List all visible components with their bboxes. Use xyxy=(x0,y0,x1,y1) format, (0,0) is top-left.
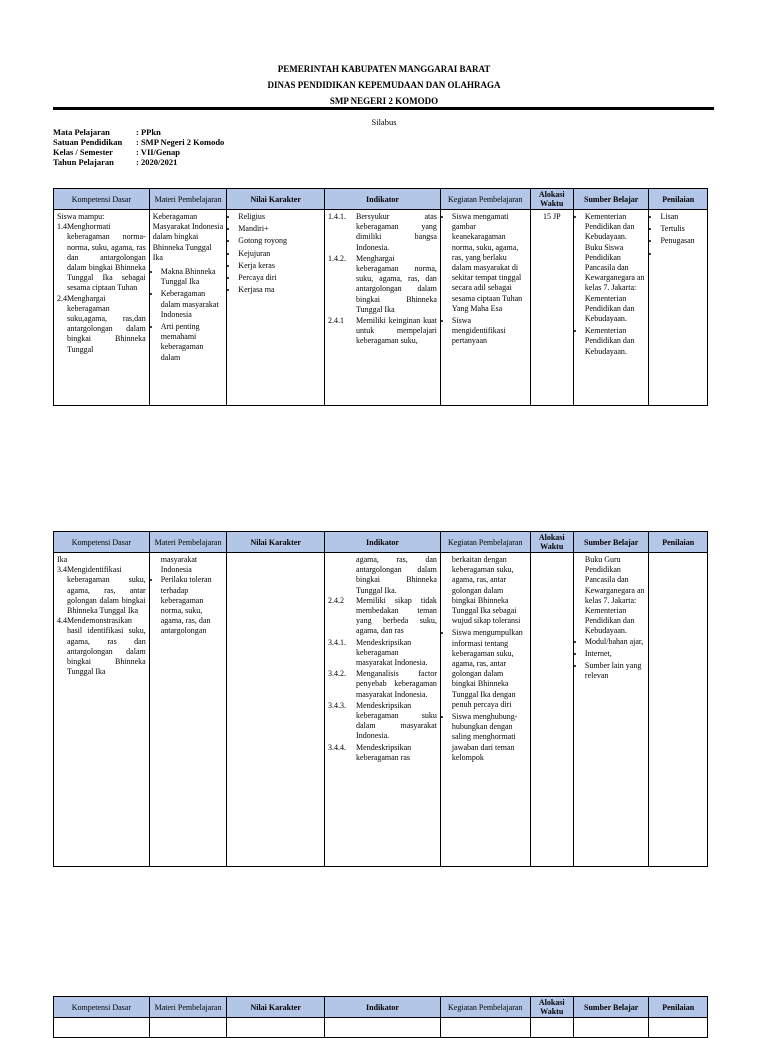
indikator-text: Menganalisis factor penyebab keberagaman masyarakat Indonesia. xyxy=(356,669,437,699)
materi-continuation: masyarakat Indonesia xyxy=(160,555,198,575)
info-row xyxy=(53,137,224,147)
col-indikator: Indikator xyxy=(325,532,441,553)
indikator-text: Mendeskripsikan keberagaman suku dalam masyarakat Indonesia. xyxy=(356,700,437,741)
kd-text: Menghargai keberagaman suku,agama, ras,dan antargolongan dalam bingkai Bhinneka Tunggal xyxy=(67,293,146,354)
col-penilaian: Penilaian xyxy=(649,532,708,553)
nilai-item: • Religius xyxy=(238,212,321,222)
indikator-text: Bersyukur atas keberagaman yang dimiliki bangsa Indonesia. xyxy=(356,212,437,252)
col-materi: Materi Pembelajaran xyxy=(149,189,227,210)
table-cell xyxy=(530,1018,573,1038)
col-sumber: Sumber Belajar xyxy=(573,532,649,553)
kegiatan-item: • Siswa mengidentifikasi pertanyaan xyxy=(452,316,527,347)
sumber-list xyxy=(577,212,646,357)
nilai-list xyxy=(230,212,321,295)
kd-item xyxy=(57,616,146,677)
sumber-item: • Internet, xyxy=(585,649,646,659)
kd-text: Mengidentifikasi keberagaman suku, agama, ras, antar golongan dalam bingkai Bhinneka Tunggal Ika xyxy=(67,565,146,616)
header-rule xyxy=(53,107,714,110)
penilaian-item: • Penugasan xyxy=(660,236,704,246)
table-cell xyxy=(149,1018,227,1038)
syllabus-table xyxy=(53,531,708,867)
materi-cell xyxy=(149,553,227,867)
table-header-row xyxy=(54,997,708,1018)
alokasi-cell xyxy=(530,553,573,867)
indikator-item xyxy=(328,254,437,315)
nilai-karakter-cell xyxy=(227,553,325,867)
sumber-continuation: Buku Guru Pendidikan Pancasila dan Kewarganegara an kelas 7. Jakarta: Kementerian Pendidikan dan Kebudayaan. xyxy=(584,555,645,636)
table-cell xyxy=(649,1018,708,1038)
indikator-item xyxy=(328,669,437,700)
col-kegiatan: Kegiatan Pembelajaran xyxy=(440,189,530,210)
info-label: Satuan Pendidikan xyxy=(53,137,123,147)
indikator-cell xyxy=(325,553,441,867)
kd-number: 3.4 xyxy=(57,565,67,575)
kd-number: 1.4 xyxy=(57,222,67,232)
col-nilai-karakter: Nilai Karakter xyxy=(227,997,325,1018)
penilaian-item: • Tertulis xyxy=(660,224,704,234)
kegiatan-item: • Siswa mengamati gambar keanekaragaman norma, suku, agama, ras, yang berlaku dalam masyarakat di sekitar tempat tinggal secara adil sebagai sesama ciptaan Tuhan Yang Maha Esa xyxy=(452,212,527,314)
kegiatan-list xyxy=(444,212,527,347)
table-cell xyxy=(54,1018,150,1038)
kegiatan-continuation: berkaitan dengan keberagaman suku, agama, ras, antar golongan dalam bingkai Bhinneka Tunggal Ika sebagai wujud sikap toleransi xyxy=(451,555,521,626)
indikator-number: 1.4.1. xyxy=(328,212,347,221)
col-kegiatan: Kegiatan Pembelajaran xyxy=(440,532,530,553)
syllabus-table-page-3 xyxy=(53,996,708,1038)
col-nilai-karakter: Nilai Karakter xyxy=(227,189,325,210)
col-materi: Materi Pembelajaran xyxy=(149,532,227,553)
info-value: : SMP Negeri 2 Komodo xyxy=(136,137,225,147)
kegiatan-item: • Siswa mengumpulkan informasi tentang keberagaman suku, agama, ras, antar golongan dalam bingkai Bhinneka Tunggal Ika dengan penuh percaya diri xyxy=(452,628,527,710)
col-materi: Materi Pembelajaran xyxy=(149,997,227,1018)
sumber-list xyxy=(577,637,646,682)
sumber-item: • Sumber lain yang relevan xyxy=(585,661,646,681)
header-line-1: PEMERINTAH KABUPATEN MANGGARAI BARAT xyxy=(277,64,491,74)
col-kegiatan: Kegiatan Pembelajaran xyxy=(440,997,530,1018)
indikator-text: Menghargai keberagaman norma, suku, agama, ras, dan antargolongan dalam bingkai Bhinneka Tunggal Ika xyxy=(356,253,437,314)
kd-number: 4.4 xyxy=(57,616,67,626)
kd-text: Mendemonstrasikan hasil identifikasi suku, agama, ras dan antargolongan dalam bingkai Bhinneka Tunggal Ika xyxy=(67,616,146,677)
kd-number: 2.4 xyxy=(57,293,67,303)
indikator-number: 3.4.2. xyxy=(328,669,347,679)
col-kompetensi-dasar: Kompetensi Dasar xyxy=(54,997,150,1018)
kegiatan-list xyxy=(444,628,527,763)
indikator-number: 2.4.1 xyxy=(328,316,345,326)
indikator-number: 3.4.1. xyxy=(328,637,347,647)
indikator-cell xyxy=(325,210,441,406)
kd-item xyxy=(57,222,146,293)
kd-text: Menghormati keberagaman norma-norma, suku, agama, ras dan antargolongan dalam bingkai Bhinneka Tunggal Ika sebagai sesama ciptaan Tuhan xyxy=(67,222,146,293)
col-penilaian: Penilaian xyxy=(649,189,708,210)
info-label: Kelas / Semester xyxy=(53,147,113,157)
col-penilaian: Penilaian xyxy=(649,997,708,1018)
nilai-item: • Kerjasa ma xyxy=(238,285,321,295)
kd-intro: Siswa mampu: xyxy=(57,212,105,221)
nilai-item: • Kerja keras xyxy=(238,261,321,271)
penilaian-cell xyxy=(649,553,708,867)
materi-item: • Arti penting memahami keberagaman dalam xyxy=(161,322,224,363)
indikator-number: 2.4.2 xyxy=(328,595,345,605)
penilaian-cell xyxy=(649,210,708,406)
nilai-karakter-cell xyxy=(227,210,325,406)
indikator-item xyxy=(328,316,437,347)
table-row xyxy=(54,553,708,867)
col-indikator: Indikator xyxy=(325,189,441,210)
materi-list xyxy=(153,267,224,363)
indikator-number: 1.4.2. xyxy=(328,253,347,263)
sumber-item: • Kementerian Pendidikan dan Kebudayaan. xyxy=(585,326,646,357)
table-header-row xyxy=(54,532,708,553)
table-cell xyxy=(227,1018,325,1038)
nilai-item: • Mandiri+ xyxy=(238,224,321,234)
syllabus-table xyxy=(53,188,708,406)
info-row xyxy=(53,147,224,157)
penilaian-item xyxy=(660,249,704,259)
header-line-2: DINAS PENDIDIKAN KEPEMUDAAN DAN OLAHRAGA xyxy=(267,80,501,90)
table-cell xyxy=(325,1018,441,1038)
col-indikator: Indikator xyxy=(325,997,441,1018)
syllabus-table-page-1 xyxy=(53,188,708,406)
penilaian-list xyxy=(652,212,704,259)
sumber-cell xyxy=(573,210,649,406)
info-label: Tahun Pelajaran xyxy=(53,157,114,167)
header-line-3: SMP NEGERI 2 KOMODO xyxy=(329,96,439,106)
indikator-item xyxy=(328,212,437,253)
indikator-text: Memiliki keinginan kuat untuk mempelajari keberagaman suku, xyxy=(356,316,437,346)
indikator-item xyxy=(328,638,437,669)
indikator-continuation: agama, ras, dan antargolongan dalam bingkai Bhinneka Tunggal Ika. xyxy=(356,555,437,595)
nilai-item: • Percaya diri xyxy=(238,273,321,283)
col-kompetensi-dasar: Kompetensi Dasar xyxy=(54,189,150,210)
materi-cell xyxy=(149,210,227,406)
materi-list xyxy=(153,575,224,636)
kegiatan-cell xyxy=(440,210,530,406)
indikator-text: Mendeskripsikan keberagaman masyarakat Indonesia. xyxy=(356,637,428,668)
info-value: : PPkn xyxy=(136,127,161,137)
indikator-number: 3.4.4. xyxy=(328,742,347,752)
info-label: Mata Pelajaran xyxy=(53,127,110,137)
kd-item xyxy=(57,294,146,355)
indikator-number: 3.4.3. xyxy=(328,700,347,710)
document-title: Silabus xyxy=(371,117,397,127)
table-header-row xyxy=(54,189,708,210)
col-alokasi: Alokasi Waktu xyxy=(530,997,573,1018)
col-alokasi: Alokasi Waktu xyxy=(530,532,573,553)
kompetensi-dasar-cell xyxy=(54,553,150,867)
info-value: : 2020/2021 xyxy=(136,157,178,167)
col-sumber: Sumber Belajar xyxy=(573,189,649,210)
sumber-cell xyxy=(573,553,649,867)
nilai-item: • Kejujuran xyxy=(238,249,321,259)
indikator-item xyxy=(328,743,437,763)
info-row xyxy=(53,127,224,137)
sumber-item: • Modul/bahan ajar, xyxy=(585,637,646,647)
alokasi-cell: 15 JP xyxy=(530,210,573,406)
kompetensi-dasar-cell xyxy=(54,210,150,406)
indikator-item xyxy=(328,701,437,742)
syllabus-table xyxy=(53,996,708,1038)
syllabus-table-page-2 xyxy=(53,531,708,867)
materi-item: • Perilaku toleran terhadap keberagaman norma, suku, agama, ras, dan antargolongan xyxy=(161,575,224,636)
materi-intro: Keberagaman Masyarakat Indonesia dalam bingkai Bhinneka Tunggal Ika xyxy=(152,212,224,262)
kegiatan-item: • Siswa menghubung-hubungkan dengan saling menghormati jawaban dari teman kelompok xyxy=(452,712,527,763)
info-value: : VII/Genap xyxy=(136,147,181,157)
indikator-text: Mendeskripsikan keberagaman ras xyxy=(356,742,412,762)
course-info xyxy=(53,127,224,167)
kd-continuation: Ika xyxy=(57,555,68,564)
penilaian-item: • Lisan xyxy=(660,212,704,222)
table-row xyxy=(54,210,708,406)
info-row xyxy=(53,157,224,167)
col-alokasi: Alokasi Waktu xyxy=(530,189,573,210)
materi-item: • Makna Bhinneka Tunggal Ika xyxy=(161,267,224,287)
kd-item xyxy=(57,565,146,616)
table-cell xyxy=(573,1018,649,1038)
indikator-text: Memiliki sikap tidak membedakan teman yang berbeda suku, agama, dan ras xyxy=(356,595,437,636)
col-sumber: Sumber Belajar xyxy=(573,997,649,1018)
indikator-item xyxy=(328,596,437,637)
kegiatan-cell xyxy=(440,553,530,867)
col-kompetensi-dasar: Kompetensi Dasar xyxy=(54,532,150,553)
table-cell xyxy=(440,1018,530,1038)
col-nilai-karakter: Nilai Karakter xyxy=(227,532,325,553)
nilai-item: • Gotong royong xyxy=(238,236,321,246)
sumber-item: • Kementerian Pendidikan dan Kebudayaan. Buku Siswa Pendidikan Pancasila dan Kewarganegara an kelas 7. Jakarta: Kementerian Pendidikan dan Kebudayaan. xyxy=(585,212,646,324)
materi-item: • Keberagaman dalam masyarakat Indonesia xyxy=(161,289,224,320)
table-row xyxy=(54,1018,708,1038)
